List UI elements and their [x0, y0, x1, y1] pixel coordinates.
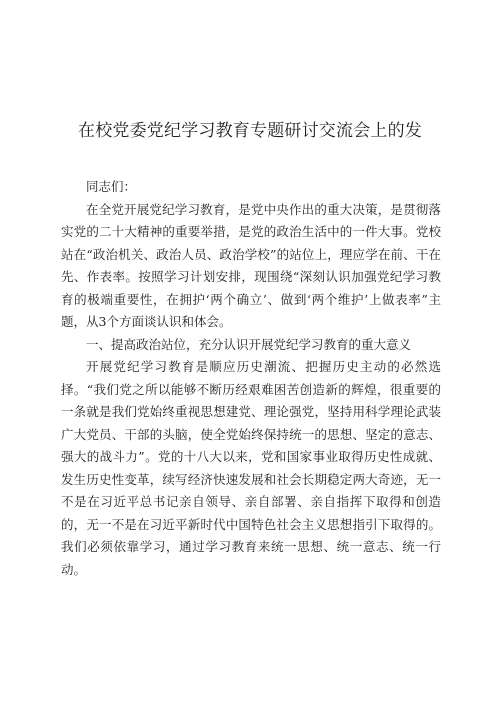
salutation: 同志们： [86, 179, 137, 194]
document-title: 在校党委党纪学习教育专题研讨交流会上的发 [78, 121, 422, 141]
document-body [61, 176, 441, 581]
body-paragraph: 开展党纪学习教育是顺应历史潮流、把握历史主动的必然选择。“我们党之所以能够不断历经艰难困苦创造新的辉煌，很重要的一条就是我们党始终重视思想建党、理论强党，坚持用科学理论武装广大党员、干部的头脑，使全党始终保持统一的思想、坚定的意志、强大的战斗力”。党的十八大以来，党和国家事业取得历史性成就、发生历史性变革，续写经济快速发展和社会长期稳定两大奇迹，无一不是在习近平总书记亲自领导、亲自部署、亲自指挥下取得和创造的，无一不是在习近平新时代中国特色社会主义思想指引下取得的。我们必须依靠学习，通过学习教育来统一思想、统一意志、统一行动。 [61, 359, 441, 577]
intro-paragraph: 在全党开展党纪学习教育，是党中央作出的重大决策，是贯彻落实党的二十大精神的重要举措，是党的政治生活中的一件大事。党校站在“政治机关、政治人员、政治学校”的站位上，理应学在前、干在先、作表率。按照学习计划安排，现围绕“深刻认识加强党纪学习教育的极端重要性，在拥护‘两个确立’、做到‘两个维护’上做表率”主题，从3个方面谈认识和体会。 [61, 201, 441, 329]
section-heading: 一、提高政治站位，充分认识开展党纪学习教育的重大意义 [86, 336, 412, 352]
